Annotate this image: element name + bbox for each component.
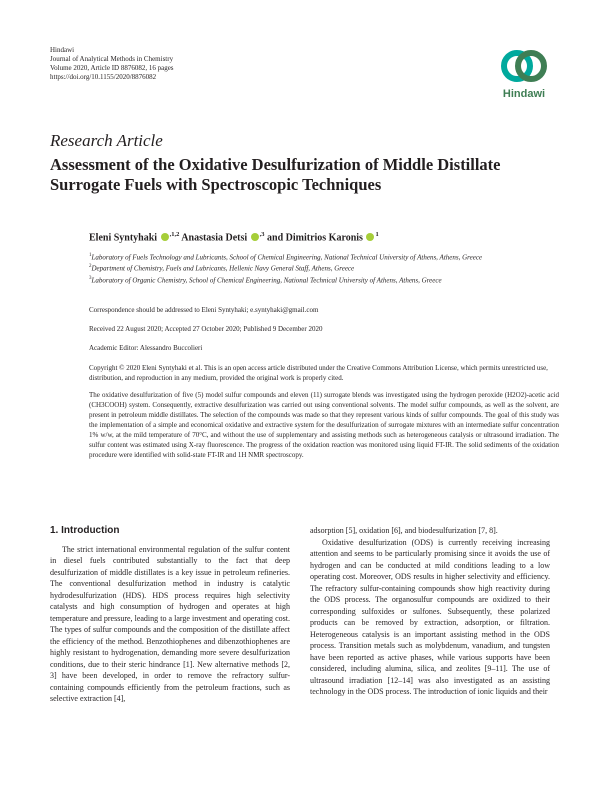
author-name[interactable]: Anastasia Detsi — [181, 232, 248, 244]
affiliation-item — [89, 262, 559, 273]
orcid-icon[interactable] — [366, 233, 374, 241]
body-column-right — [310, 525, 550, 698]
hindawi-logo-icon — [497, 44, 551, 88]
affiliation-item — [89, 251, 559, 262]
article-title: Assessment of the Oxidative Desulfurization of Middle Distillate Surrogate Fuels with Spectroscopic Techniques — [50, 155, 501, 194]
affiliations — [89, 251, 559, 285]
author-affil-sup: ,1,2 — [169, 231, 180, 238]
author-name[interactable]: Eleni Syntyhaki — [89, 232, 158, 244]
journal-name: Journal of Analytical Methods in Chemistry — [50, 55, 174, 63]
affiliation-item — [89, 274, 559, 285]
correspondence-line: Correspondence should be addressed to Eleni Syntyhaki; e.syntyhaki@gmail.com — [89, 306, 319, 314]
affiliation-text: Department of Chemistry, Fuels and Lubricants, Hellenic Navy General Staff, Athens, Greece — [91, 264, 355, 273]
publication-info — [50, 46, 174, 82]
author-affil-sup: 1 — [375, 231, 379, 238]
author-affil-sup: ,3 — [259, 231, 265, 238]
orcid-icon[interactable] — [251, 233, 259, 241]
affiliation-sup: 2 — [89, 264, 92, 270]
abstract: The oxidative desulfurization of five (5) model sulfur compounds and eleven (11) surrogate blends was investigated using the hydrogen peroxide (H2O2)-acetic acid (CH3COOH) system. Consequently, extractive desulfurization was carried out using conventional solvents. The model sulfur compounds, as well as the solvent, are present in petroleum middle distillates. The selection of the compounds was made so that they represent various kinds of sulfur compounds. The goal of this study was the implementation of a simple and economical oxidative and extractive system for the desulfurization of surrogate mixtures with an intermediate sulfur concentration 1% w/w, at the mild temperature of 70°C, and without the use of supplementary and assisting methods such as heterogeneous catalysis or ultrasound irradiation. The sulfur content was estimated using X-ray fluorescence. The progress of the oxidation reaction was monitored using liquid FT-IR. The solid sediments of the oxidation procedure were identified with solid-state FT-IR and 1H NMR spectroscopy. — [89, 391, 559, 459]
affiliation-text: Laboratory of Organic Chemistry, School of Chemical Engineering, National Technical University of Athens, Athens, Greece — [91, 275, 442, 284]
affiliation-sup: 3 — [89, 275, 92, 281]
publisher-name: Hindawi — [50, 46, 75, 54]
paragraph: The strict international environmental regulation of the sulfur content in diesel fuels contributed substantially to the fact that deep desulfurization of middle distillates is a key issue in petroleum refineries. The conventional desulfurization method in industry is catalytic hydrodesulfurization (HDS). HDS process requires high selectivity catalysts and high consumption of hydrogen and operates at high temperature and pressure, leading to a large investment and operating cost. The types of sulfur compounds and the composition of the distillate affect the efficiency of the method. Benzothiophenes and dibenzothiophenes are highly resistant to hydrogenation, demanding more severe desulfurization conditions, due to their steric hindrance [1]. New alternative methods [2, 3] have been developed, in order to remove the refractory sulfur-containing compounds efficiently from the petroleum fractions, such as selective extraction [4], — [50, 544, 290, 703]
doi-link[interactable]: https://doi.org/10.1155/2020/8876082 — [50, 73, 157, 81]
academic-editor: Academic Editor: Alessandro Buccolieri — [89, 344, 203, 352]
body-column-left — [50, 525, 290, 705]
affiliation-text: Laboratory of Fuels Technology and Lubricants, School of Chemical Engineering, National Technical University of Athens, Athens, Greece — [91, 253, 483, 262]
hindawi-logo — [497, 44, 551, 102]
author-list — [89, 231, 379, 243]
volume-line: Volume 2020, Article ID 8876082, 16 pages — [50, 64, 174, 72]
logo-wordmark: Hindawi — [502, 88, 546, 100]
affiliation-sup: 1 — [89, 253, 92, 258]
dates-line: Received 22 August 2020; Accepted 27 October 2020; Published 9 December 2020 — [89, 325, 323, 333]
paragraph: Oxidative desulfurization (ODS) is currently receiving increasing attention and seems to be particularly promising since it avoids the use of hydrogen and can be conducted at mild conditions leading to a low operating cost. Moreover, ODS results in higher selectivity and efficiency. The refractory sulfur-containing compounds show high reactivity during the ODS process. The organosulfur compounds are oxidized to their corresponding sulfoxides or sulfones. Subsequently, these polarized products can be removed by extraction, adsorption, or filtration. Heterogeneous catalysis is an important assisting method in the ODS process. Transition metals such as molybdenum, vanadium, and tungsten have been reported as active phases, while various supports have been considered, including alumina, silica, and zeolites [9–11]. The use of ultrasound irradiation [12–14] was also investigated as an assisting technology in the ODS process. The introduction of ionic liquids and their — [310, 537, 550, 696]
orcid-icon[interactable] — [161, 233, 169, 241]
article-type: Research Article — [50, 131, 163, 150]
section-heading: 1. Introduction — [50, 525, 120, 536]
author-name[interactable]: and Dimitrios Karonis — [267, 232, 363, 244]
paragraph: adsorption [5], oxidation [6], and biodesulfurization [7, 8]. — [310, 526, 498, 535]
copyright-notice: Copyright © 2020 Eleni Syntyhaki et al. This is an open access article distributed under the Creative Commons Attribution License, which permits unrestricted use, distribution, and reproduction in any medium, provided the original work is properly cited. — [89, 364, 548, 382]
